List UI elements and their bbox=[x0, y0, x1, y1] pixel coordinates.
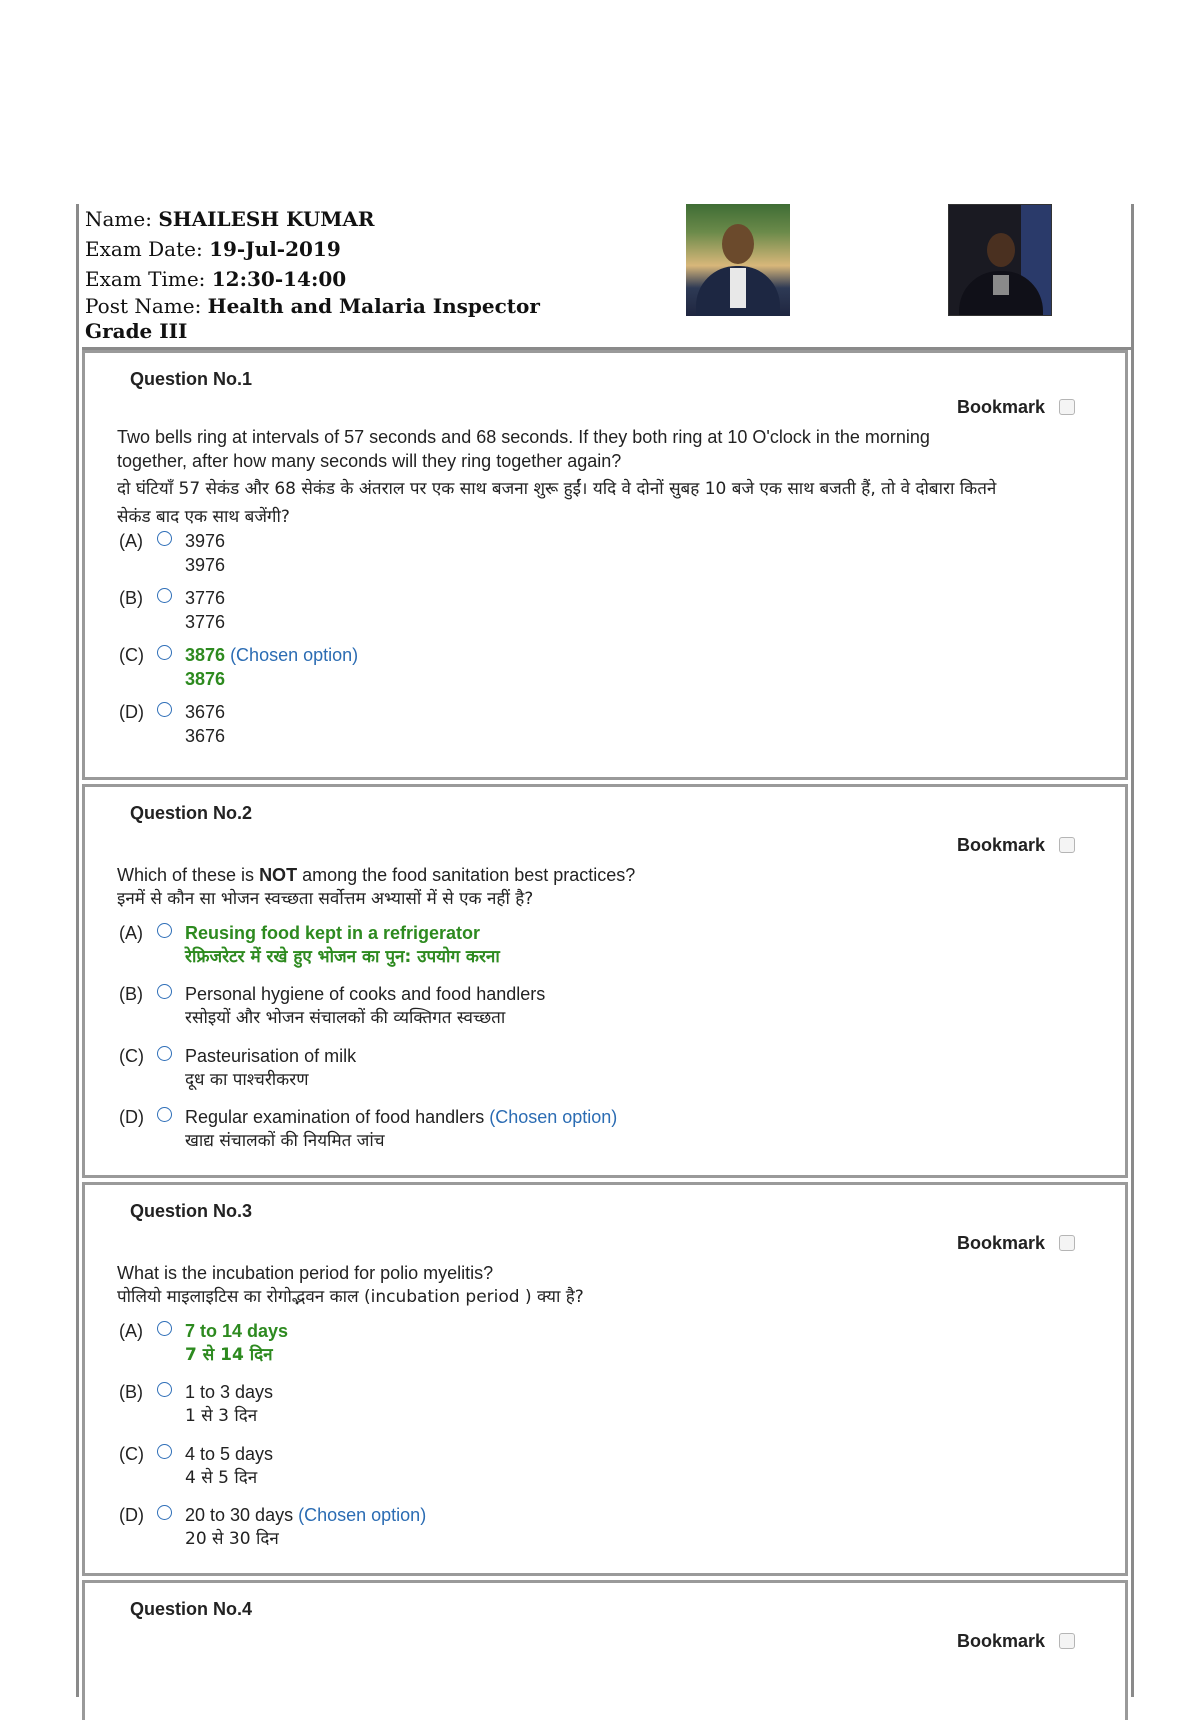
name-row bbox=[85, 204, 605, 234]
option-text-en: Pasteurisation of milk bbox=[185, 1046, 357, 1066]
bookmark-checkbox[interactable] bbox=[1059, 1633, 1075, 1649]
radio-button[interactable] bbox=[157, 1107, 172, 1122]
answer-sheet bbox=[76, 204, 1134, 1697]
option-label: (B) bbox=[119, 984, 143, 1004]
option-text-hi: खाद्य संचालकों की नियमित जांच bbox=[185, 1131, 385, 1151]
bookmark-checkbox[interactable] bbox=[1059, 1235, 1075, 1251]
question-card-4 bbox=[82, 1580, 1128, 1720]
option-text-hi: 4 से 5 दिन bbox=[185, 1468, 258, 1488]
option-text-hi: 1 से 3 दिन bbox=[185, 1406, 258, 1426]
radio-button[interactable] bbox=[157, 1444, 172, 1459]
question-text-hi: दो घंटियाँ 57 सेकंड और 68 सेकंड के अंतराल पर एक साथ बजना शुरू हुईं। यदि वे दोनों सुबह 10 बजे एक साथ बजती हैं, तो वे दोबारा कितने सेकंड बाद एक साथ बजेंगी? bbox=[117, 479, 997, 527]
bookmark-label: Bookmark bbox=[956, 1233, 1045, 1253]
candidate-header bbox=[82, 204, 1131, 350]
question-card-1 bbox=[82, 350, 1128, 780]
option-text-hi: 3976 bbox=[185, 555, 226, 575]
question-text-en: Two bells ring at intervals of 57 seconds and 68 seconds. If they both ring at 10 O'clock in the morning together, after how many seconds will they ring together again? bbox=[117, 427, 930, 471]
option-label: (D) bbox=[119, 1505, 144, 1525]
option-label: (C) bbox=[119, 1444, 144, 1464]
question-title: Question No.3 bbox=[130, 1201, 253, 1221]
chosen-option-tag: (Chosen option) bbox=[489, 1107, 618, 1127]
option-text-hi: दूध का पाश्चरीकरण bbox=[185, 1070, 309, 1090]
bookmark-checkbox[interactable] bbox=[1059, 837, 1075, 853]
post-name-label: Post Name: bbox=[85, 294, 202, 318]
option-text-en: Reusing food kept in a refrigerator bbox=[185, 923, 481, 943]
exam-time-label: Exam Time: bbox=[85, 267, 206, 291]
option-text-hi: रसोइयों और भोजन संचालकों की व्यक्तिगत स्वच्छता bbox=[185, 1008, 506, 1028]
question-card-3 bbox=[82, 1182, 1128, 1576]
radio-button[interactable] bbox=[157, 531, 172, 546]
question-title: Question No.2 bbox=[130, 803, 253, 823]
exam-time-row bbox=[85, 264, 605, 294]
question-text-en-post: among the food sanitation best practices? bbox=[297, 865, 636, 885]
bookmark-label: Bookmark bbox=[956, 1631, 1045, 1651]
option-label: (B) bbox=[119, 588, 143, 608]
candidate-photo bbox=[686, 204, 790, 316]
option-text-en: 1 to 3 days bbox=[185, 1382, 274, 1402]
option-text-en: 3776 bbox=[185, 588, 226, 608]
option-label: (C) bbox=[119, 1046, 144, 1066]
question-text bbox=[117, 425, 997, 531]
radio-button[interactable] bbox=[157, 1321, 172, 1336]
bookmark-checkbox[interactable] bbox=[1059, 399, 1075, 415]
name-label: Name: bbox=[85, 207, 152, 231]
option-label: (A) bbox=[119, 1321, 143, 1341]
option-label: (D) bbox=[119, 702, 144, 722]
radio-button[interactable] bbox=[157, 984, 172, 999]
question-title: Question No.4 bbox=[130, 1599, 253, 1619]
question-title: Question No.1 bbox=[130, 369, 253, 389]
radio-button[interactable] bbox=[157, 1046, 172, 1061]
bookmark-label: Bookmark bbox=[956, 397, 1045, 417]
exam-date-row bbox=[85, 234, 605, 264]
option-text-hi: 7 से 14 दिन bbox=[185, 1345, 273, 1365]
exam-date-label: Exam Date: bbox=[85, 237, 203, 261]
option-text-en: 3676 bbox=[185, 702, 226, 722]
chosen-option-tag: (Chosen option) bbox=[298, 1505, 427, 1525]
option-text-hi: 3676 bbox=[185, 726, 226, 746]
option-text-en: Personal hygiene of cooks and food handlers bbox=[185, 984, 546, 1004]
question-text bbox=[117, 1261, 997, 1309]
radio-button[interactable] bbox=[157, 923, 172, 938]
exam-time: 12:30-14:00 bbox=[211, 267, 347, 291]
option-text-en: 3976 bbox=[185, 531, 226, 551]
chosen-option-tag: (Chosen option) bbox=[230, 645, 359, 665]
option-label: (C) bbox=[119, 645, 144, 665]
question-text-en: What is the incubation period for polio myelitis? bbox=[117, 1263, 494, 1283]
question-text-hi: इनमें से कौन सा भोजन स्वच्छता सर्वोत्तम अभ्यासों में से एक नहीं है? bbox=[117, 889, 534, 909]
option-label: (D) bbox=[119, 1107, 144, 1127]
option-label: (A) bbox=[119, 531, 143, 551]
question-card-2 bbox=[82, 784, 1128, 1178]
candidate-info bbox=[85, 204, 605, 344]
question-text-en bbox=[117, 863, 997, 887]
option-text-hi: 3876 bbox=[185, 669, 226, 689]
exam-date: 19-Jul-2019 bbox=[209, 237, 341, 261]
option-text-en: 7 to 14 days bbox=[185, 1321, 289, 1341]
question-text bbox=[117, 863, 997, 911]
radio-button[interactable] bbox=[157, 1382, 172, 1397]
option-text-en: Regular examination of food handlers bbox=[185, 1107, 485, 1127]
post-name-row bbox=[85, 294, 605, 344]
candidate-name: SHAILESH KUMAR bbox=[158, 207, 375, 231]
radio-button[interactable] bbox=[157, 1505, 172, 1520]
option-text-hi: 20 से 30 दिन bbox=[185, 1529, 279, 1549]
option-text-hi: रेफ्रिजरेटर में रखे हुए भोजन का पुन: उपयोग करना bbox=[185, 947, 500, 967]
option-text-en: 4 to 5 days bbox=[185, 1444, 274, 1464]
radio-button[interactable] bbox=[157, 588, 172, 603]
bookmark-label: Bookmark bbox=[956, 835, 1045, 855]
option-text-en: 3876 bbox=[185, 645, 226, 665]
question-text-en-pre: Which of these is bbox=[117, 865, 260, 885]
option-label: (B) bbox=[119, 1382, 143, 1402]
option-text-hi: 3776 bbox=[185, 612, 226, 632]
question-text-hi: पोलियो माइलाइटिस का रोगोद्भवन काल (incubation period ) क्या है? bbox=[117, 1287, 584, 1307]
radio-button[interactable] bbox=[157, 702, 172, 717]
option-text-en: 20 to 30 days bbox=[185, 1505, 294, 1525]
option-label: (A) bbox=[119, 923, 143, 943]
exam-day-photo bbox=[948, 204, 1052, 316]
post-name: Health and Malaria Inspector Grade III bbox=[85, 294, 540, 343]
radio-button[interactable] bbox=[157, 645, 172, 660]
question-text-en-emphasis: NOT bbox=[259, 865, 298, 885]
